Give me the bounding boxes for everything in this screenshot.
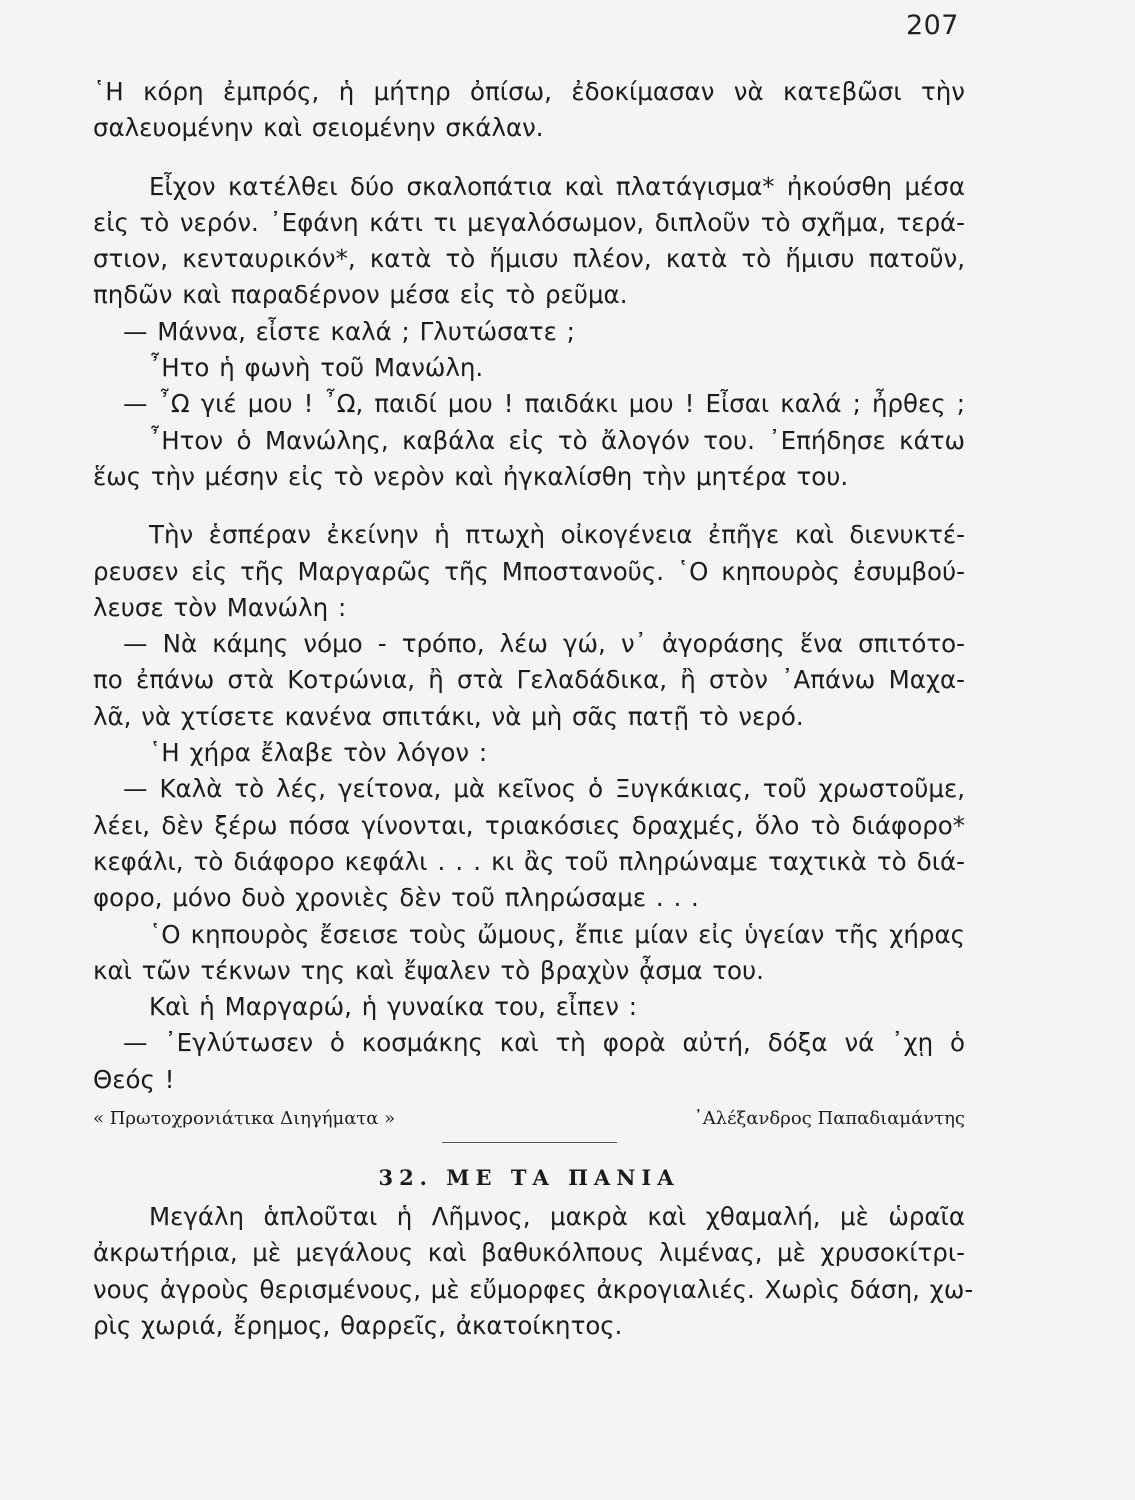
text-line: — Καλὰ τὸ λές, γείτονα, μὰ κεῖνος ὁ Ξυγκάκιας, τοῦ χρωστοῦμε, bbox=[123, 774, 965, 804]
text-line: κεφάλι, τὸ διάφορο κεφάλι . . . κι ἂς τοῦ πληρώναμε ταχτικὰ τὸ διά- bbox=[93, 846, 965, 876]
text-line: σαλευομένην καὶ σειομένην σκάλαν. bbox=[93, 113, 544, 143]
author-name: ᾽Αλέξανδρος Παπαδιαμάντης bbox=[693, 1108, 965, 1130]
section-heading: 32. ΜΕ ΤΑ ΠΑΝΙΑ bbox=[378, 1165, 680, 1191]
text-line: ρὶς χωριά, ἔρημος, θαρρεῖς, ἀκατοίκητος. bbox=[93, 1310, 623, 1340]
text-line: — ᾽Εγλύτωσεν ὁ κοσμάκης καὶ τὴ φορὰ αὐτή, δόξα νά ᾽χῃ ὁ bbox=[123, 1028, 965, 1058]
text-line: Καὶ ἡ Μαργαρώ, ἡ γυναίκα του, εἶπεν : bbox=[149, 992, 637, 1022]
text-line: ῾Ο κηπουρὸς ἔσεισε τοὺς ὤμους, ἔπιε μίαν εἰς ὑγείαν τῆς χήρας bbox=[149, 919, 965, 949]
text-line: — Νὰ κάμης νόμο - τρόπο, λέω γώ, ν᾽ ἀγοράσης ἕνα σπιτότο- bbox=[123, 629, 965, 659]
text-line: Εἶχον κατέλθει δύο σκαλοπάτια καὶ πλατάγισμα* ἠκούσθη μέσα bbox=[149, 171, 965, 201]
text-line: στιον, κενταυρικόν*, κατὰ τὸ ἥμισυ πλέον, κατὰ τὸ ἥμισυ πατοῦν, bbox=[93, 244, 965, 274]
section-divider bbox=[442, 1142, 617, 1143]
text-line: ῾Η χήρα ἔλαβε τὸν λόγον : bbox=[149, 738, 488, 768]
text-line: ῾Η κόρη ἐμπρός, ἡ μήτηρ ὀπίσω, ἐδοκίμασαν νὰ κατεβῶσι τὴν bbox=[93, 77, 965, 106]
text-line: — ῏Ω γιέ μου ! ῏Ω, παιδί μου ! παιδάκι μου ! Εἶσαι καλά ; ἦρθες ; bbox=[123, 389, 965, 419]
page-number: 207 bbox=[905, 10, 959, 41]
text-line: πο ἐπάνω στὰ Κοτρώνια, ἢ στὰ Γελαδάδικα, ἢ στὸν ᾽Απάνω Μαχα- bbox=[93, 665, 965, 695]
text-line: νους ἀγροὺς θερισμένους, μὲ εὔμορφες ἀκρογιαλιές. Χωρὶς δάση, χω- bbox=[93, 1274, 974, 1304]
text-line: Μεγάλη ἁπλοῦται ἡ Λῆμνος, μακρὰ καὶ χθαμαλή, μὲ ὡραῖα bbox=[149, 1202, 965, 1232]
citation bbox=[93, 1104, 965, 1134]
text-line: ῏Ητο ἡ φωνὴ τοῦ Μανώλη. bbox=[149, 353, 484, 383]
source-title: « Πρωτοχρονιάτικα Διηγήματα » bbox=[93, 1108, 396, 1130]
text-line: καὶ τῶν τέκνων της καὶ ἔψαλεν τὸ βραχὺν ᾆσμα του. bbox=[93, 955, 764, 985]
text-line: Θεός ! bbox=[93, 1064, 175, 1094]
text-line: λευσε τὸν Μανώλη : bbox=[93, 592, 347, 622]
text-line: — Μάννα, εἶστε καλά ; Γλυτώσατε ; bbox=[123, 316, 575, 346]
text-line: λέει, δὲν ξέρω πόσα γίνονται, τριακόσιες δραχμές, ὅλο τὸ διάφορο* bbox=[93, 810, 965, 840]
main-text bbox=[93, 74, 974, 1344]
text-line: ῏Ητον ὁ Μανώλης, καβάλα εἰς τὸ ἄλογόν του. ᾽Επήδησε κάτω bbox=[149, 425, 965, 455]
text-line: ἀκρωτήρια, μὲ μεγάλους καὶ βαθυκόλπους λιμένας, μὲ χρυσοκίτρι- bbox=[93, 1238, 965, 1268]
text-line: Τὴν ἑσπέραν ἐκείνην ἡ πτωχὴ οἰκογένεια ἐπῆγε καὶ διενυκτέ- bbox=[149, 520, 965, 550]
text-line: ἕως τὴν μέσην εἰς τὸ νερὸν καὶ ἠγκαλίσθη τὴν μητέρα του. bbox=[93, 461, 849, 491]
text-line: ρευσεν εἰς τῆς Μαργαρῶς τῆς Μποστανοῦς. ῾Ο κηπουρὸς ἐσυμβού- bbox=[93, 556, 965, 586]
text-line: φορο, μόνο δυὸ χρονιὲς δὲν τοῦ πληρώσαμε . . . bbox=[93, 883, 699, 913]
text-line: εἰς τὸ νερόν. ᾽Εφάνη κάτι τι μεγαλόσωμον, διπλοῦν τὸ σχῆμα, τερά- bbox=[93, 207, 965, 237]
text-line: πηδῶν καὶ παραδέρνον μέσα εἰς τὸ ρεῦμα. bbox=[93, 280, 628, 310]
text-line: λᾶ, νὰ χτίσετε κανένα σπιτάκι, νὰ μὴ σᾶς πατῇ τὸ νερό. bbox=[93, 701, 804, 731]
